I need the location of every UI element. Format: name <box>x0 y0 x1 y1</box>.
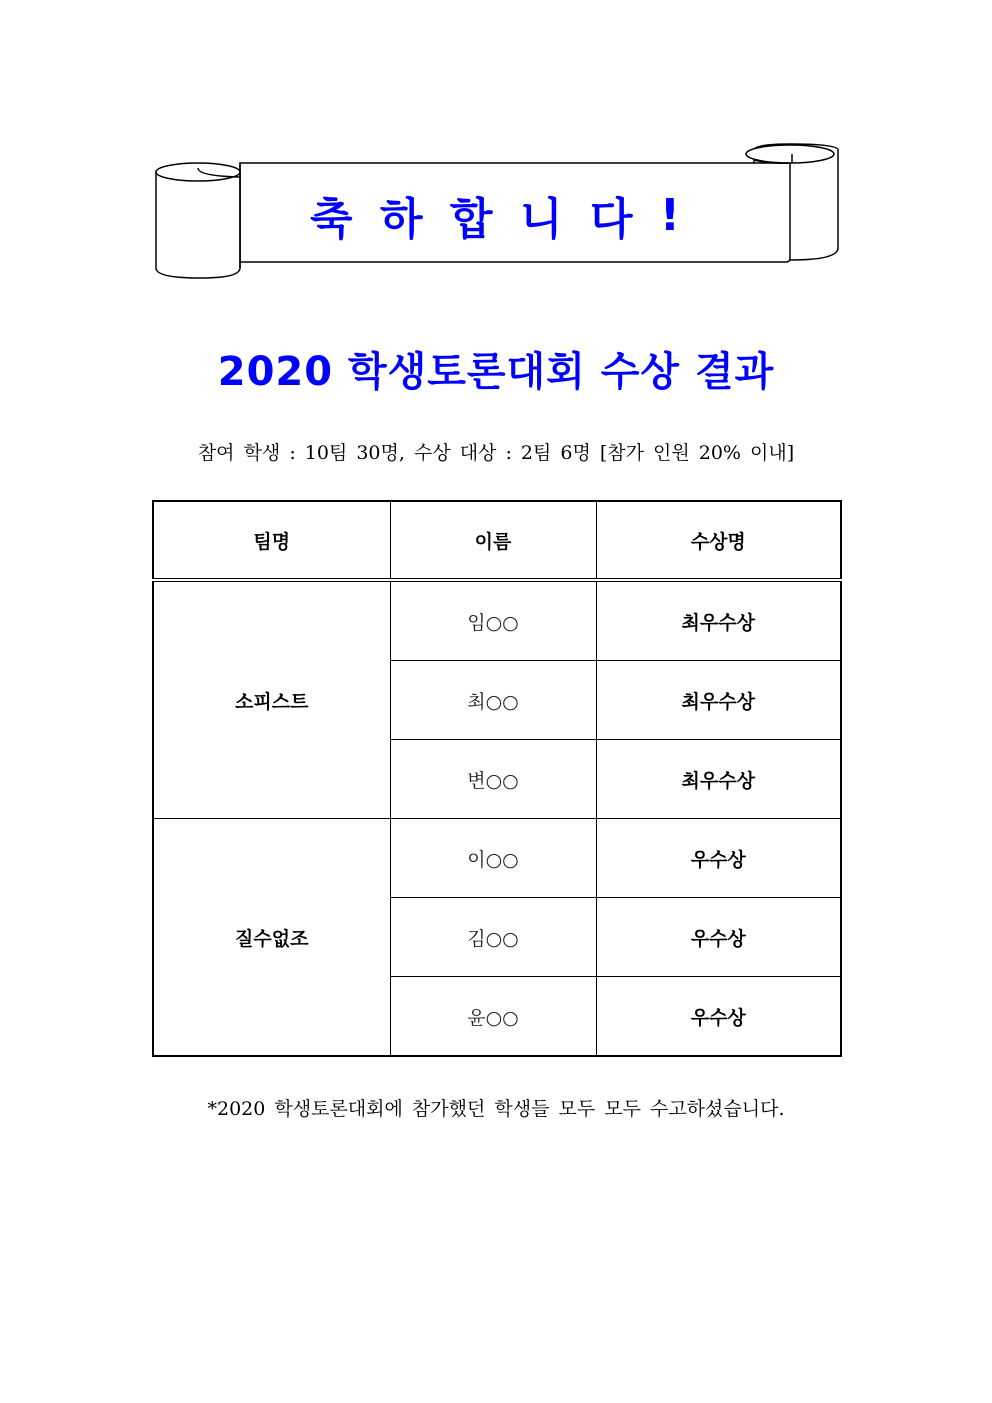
award-name: 우수상 <box>596 977 841 1057</box>
award-name: 최우수상 <box>596 661 841 740</box>
award-name: 우수상 <box>596 898 841 977</box>
award-name: 최우수상 <box>596 580 841 661</box>
award-name: 우수상 <box>596 819 841 898</box>
document-title: 2020 학생토론대회 수상 결과 <box>217 349 775 395</box>
student-name: 임○○ <box>390 580 596 661</box>
header-award: 수상명 <box>596 501 841 580</box>
banner-char: 합 <box>449 194 493 245</box>
student-name: 이○○ <box>390 819 596 898</box>
student-name: 김○○ <box>390 898 596 977</box>
results-table <box>152 500 842 1057</box>
footnote: *2020 학생토론대회에 참가했던 학생들 모두 모두 수고하셨습니다. <box>207 1098 785 1120</box>
student-name: 최○○ <box>390 661 596 740</box>
team-name: 질수없조 <box>153 819 390 1057</box>
table-row <box>153 819 841 898</box>
team-name: 소피스트 <box>153 580 390 819</box>
student-name: 윤○○ <box>390 977 596 1057</box>
header-name: 이름 <box>390 501 596 580</box>
table-row <box>153 580 841 661</box>
header-team: 팀명 <box>153 501 390 580</box>
table-header-row <box>153 501 841 580</box>
award-name: 최우수상 <box>596 740 841 819</box>
banner-char: 니 <box>519 194 563 245</box>
banner-char: 다 <box>589 194 633 245</box>
banner-char: 축 <box>310 194 353 245</box>
banner-text <box>240 189 750 245</box>
participation-summary: 참여 학생 : 10팀 30명, 수상 대상 : 2팀 6명 [참가 인원 20% 이내] <box>197 442 795 464</box>
banner-char: ! <box>659 189 680 241</box>
student-name: 변○○ <box>390 740 596 819</box>
banner-char: 하 <box>379 194 423 245</box>
